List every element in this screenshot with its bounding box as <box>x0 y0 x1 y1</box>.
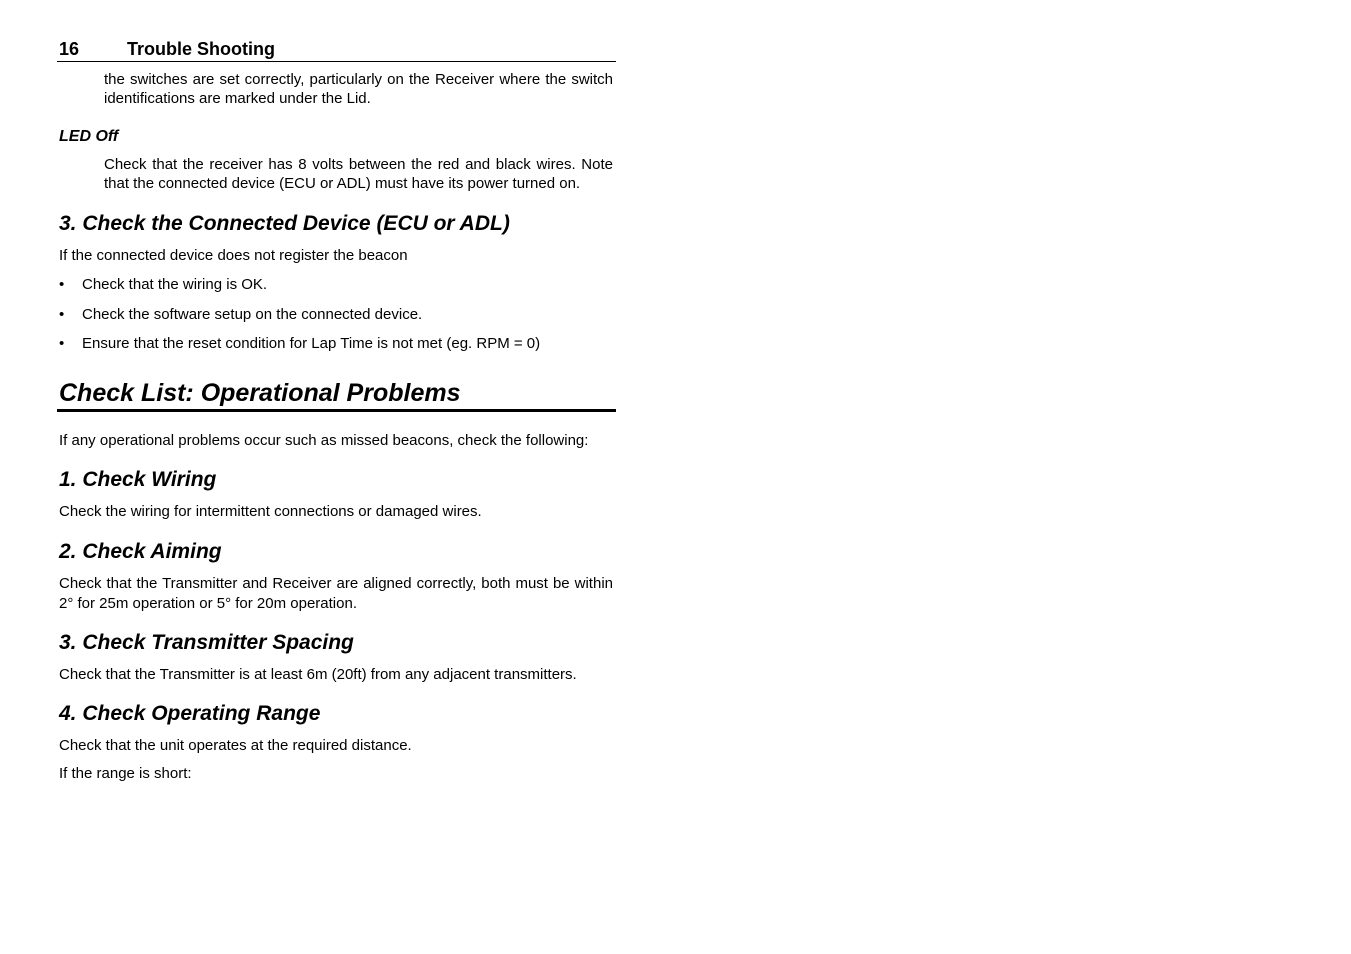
led-off-heading: LED Off <box>59 128 119 145</box>
list-item-text: Check that the wiring is OK. <box>82 276 268 293</box>
check-wiring-paragraph: Check the wiring for intermittent connections or damaged wires. <box>59 503 482 520</box>
connected-device-intro: If the connected device does not register the beacon <box>59 247 408 264</box>
list-item-text: Check the software setup on the connected device. <box>82 306 423 323</box>
bullet-icon: • <box>59 276 65 293</box>
list-item <box>57 334 616 353</box>
check-range-heading: 4. Check Operating Range <box>59 702 321 725</box>
check-spacing-paragraph: Check that the Transmitter is at least 6m (20ft) from any adjacent transmitters. <box>59 666 577 683</box>
led-off-paragraph: Check that the receiver has 8 volts between the red and black wires. Note that the connected device (ECU or ADL) must have its power turned on. <box>104 156 613 192</box>
section-title: Trouble Shooting <box>127 39 275 59</box>
check-aiming-paragraph: Check that the Transmitter and Receiver are aligned correctly, both must be within 2° for 25m operation or 5° for 20m operation. <box>59 575 613 612</box>
list-item <box>57 275 616 294</box>
bullet-icon: • <box>59 306 65 323</box>
bullet-icon: • <box>59 335 65 352</box>
check-wiring-heading: 1. Check Wiring <box>59 468 217 491</box>
check-aiming-heading: 2. Check Aiming <box>59 540 222 563</box>
list-item-text: Ensure that the reset condition for Lap Time is not met (eg. RPM = 0) <box>82 335 541 352</box>
range-short-paragraph: If the range is short: <box>59 765 192 782</box>
running-header <box>57 36 616 62</box>
continued-paragraph: the switches are set correctly, particularly on the Receiver where the switch identifications are marked under the Lid. <box>104 71 613 107</box>
check-range-paragraph: Check that the unit operates at the required distance. <box>59 737 412 754</box>
checklist-heading: Check List: Operational Problems <box>57 378 616 412</box>
connected-device-heading: 3. Check the Connected Device (ECU or ADL) <box>59 212 510 235</box>
check-spacing-heading: 3. Check Transmitter Spacing <box>59 631 354 654</box>
list-item <box>57 305 616 324</box>
document-page <box>57 36 616 783</box>
page-number: 16 <box>59 39 80 59</box>
checklist-intro: If any operational problems occur such as missed beacons, check the following: <box>59 432 589 449</box>
